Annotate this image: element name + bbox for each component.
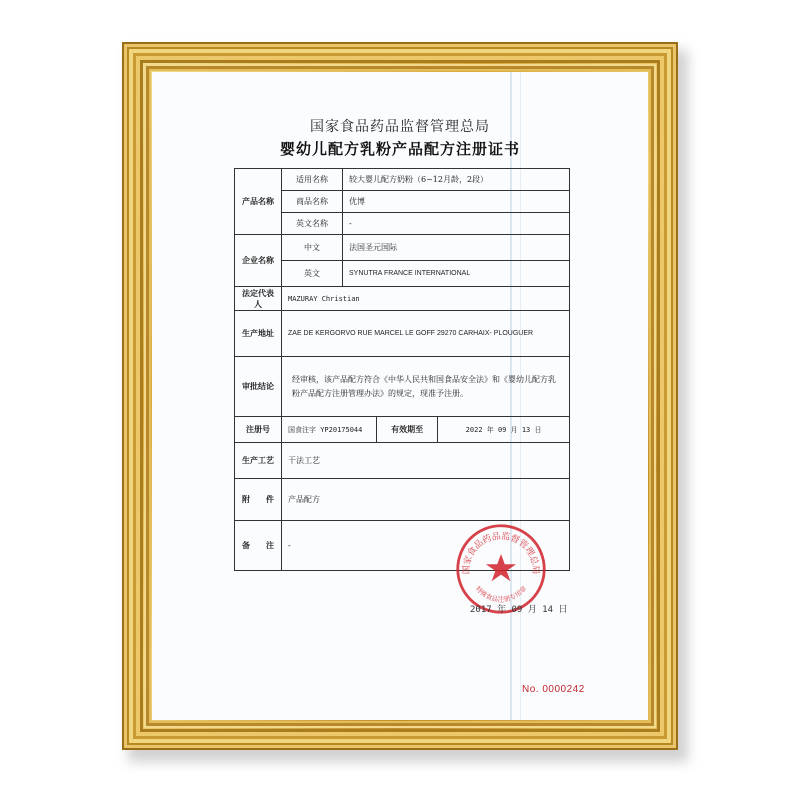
process-label: 生产工艺: [235, 443, 282, 479]
table-row: [235, 191, 570, 213]
process-value: 干法工艺: [282, 443, 570, 479]
table-row: [235, 169, 570, 191]
product-value: 优博: [343, 191, 570, 213]
legal-rep-label: 法定代表人: [235, 287, 282, 311]
seal-inner-text: 特殊食品注册专用章: [473, 584, 529, 604]
product-value: 较大婴儿配方奶粉（6~12月龄，2段）: [343, 169, 570, 191]
remarks-value: -: [282, 521, 570, 571]
attachment-label: 附 件: [235, 479, 282, 521]
certificate-title: 婴幼儿配方乳粉产品配方注册证书: [279, 140, 520, 158]
product-key: 商品名称: [282, 191, 343, 213]
conclusion-value: 经审核，该产品配方符合《中华人民共和国食品安全法》和《婴幼儿配方乳粉产品配方注册管理办法》的规定，现准予注册。: [282, 357, 570, 417]
product-key: 适用名称: [282, 169, 343, 191]
validity-label: 有效期至: [377, 417, 438, 443]
conclusion-label: 审批结论: [235, 357, 282, 417]
company-key: 英文: [282, 261, 343, 287]
seal-star-icon: [486, 554, 516, 581]
company-value: 法国圣元国际: [343, 235, 570, 261]
serial-number: No. 0000242: [522, 684, 585, 695]
certificate-table: [234, 168, 570, 571]
validity-value: 2022 年 09 月 13 日: [438, 417, 570, 443]
table-row: [235, 417, 570, 443]
address-value: ZAE DE KERGORVO RUE MARCEL LE GOFF 29270 CARHAIX- PLOUGUER: [282, 311, 570, 357]
table-row: [235, 213, 570, 235]
company-key: 中文: [282, 235, 343, 261]
table-row: [235, 287, 570, 311]
issuer-title: 国家食品药品监督管理总局: [310, 119, 490, 135]
product-key: 英文名称: [282, 213, 343, 235]
legal-rep-value: MAZURAY Christian: [282, 287, 570, 311]
table-row: [235, 443, 570, 479]
seal-outer-text: 国家食品药品监督管理总局: [461, 531, 541, 575]
table-row: [235, 479, 570, 521]
product-value: -: [343, 213, 570, 235]
table-row: [235, 311, 570, 357]
address-label: 生产地址: [235, 311, 282, 357]
table-row: [235, 357, 570, 417]
company-label: 企业名称: [235, 235, 282, 287]
table-row: [235, 261, 570, 287]
company-value: SYNUTRA FRANCE INTERNATIONAL: [343, 261, 570, 287]
remarks-label: 备 注: [235, 521, 282, 571]
issue-date: 2017 年 09 月 14 日: [470, 605, 568, 615]
registration-value: 国食注字 YP20175044: [282, 417, 377, 443]
product-label: 产品名称: [235, 169, 282, 235]
table-row: [235, 235, 570, 261]
attachment-value: 产品配方: [282, 479, 570, 521]
registration-label: 注册号: [235, 417, 282, 443]
certificate-paper: [152, 72, 648, 720]
